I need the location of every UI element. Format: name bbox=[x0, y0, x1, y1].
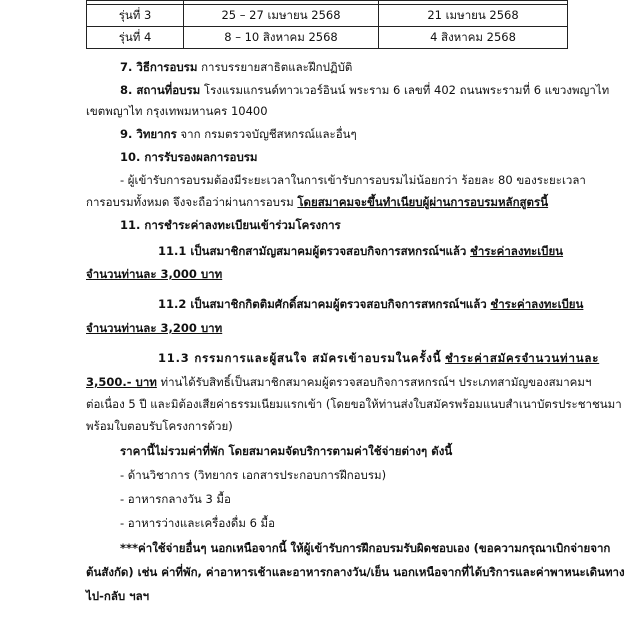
fee-label: ชำระค่าลงทะเบียน bbox=[490, 297, 584, 311]
item-11-3-line4: พร้อมใบตอบรับโครงการด้วย) bbox=[86, 419, 233, 433]
fees-heading: ราคานี้ไม่รวมค่าที่พัก โดยสมาคมจัดบริการตามค่าใช้จ่ายต่างๆ ดังนี้ bbox=[120, 444, 453, 458]
item-11-3 bbox=[158, 350, 599, 367]
list-item: - อาหารกลางวัน 3 มื้อ bbox=[120, 492, 231, 506]
item-11-3-line2 bbox=[86, 374, 591, 391]
expenses-note-line2: ต้นสังกัด) เช่น ค่าที่พัก, ค่าอาหารเช้าและอาหารกลางวัน/เย็น นอกเหนือจากที่ได้บริการและค่าพาหนะเดินทาง bbox=[86, 565, 625, 579]
fee-label: ชำระค่าลงทะเบียน bbox=[470, 244, 564, 258]
expenses-note-line1: ***ค่าใช้จ่ายอื่นๆ นอกเหนือจากนี้ ให้ผู้เข้ารับการฝึกอบรมรับผิดชอบเอง (ขอความกรุณาเบิกจ่ายจาก bbox=[120, 541, 611, 555]
section-8-line2: เขตพญาไท กรุงเทพมหานคร 10400 bbox=[86, 104, 268, 118]
section-8 bbox=[120, 82, 609, 99]
fee-amount-11-3: 3,500.- บาท bbox=[86, 375, 157, 389]
table-row bbox=[87, 27, 568, 49]
list-item: - อาหารว่างและเครื่องดื่ม 6 มื้อ bbox=[120, 516, 276, 530]
dates-cell: 25 – 27 เมษายน 2568 bbox=[184, 5, 379, 27]
item-text: ท่านได้รับสิทธิ์เป็นสมาชิกสมาคมผู้ตรวจสอบกิจการสหกรณ์ฯ ประเภทสามัญของสมาคมฯ bbox=[160, 375, 592, 389]
round-cell: รุ่นที่ 3 bbox=[87, 5, 184, 27]
section-heading: 7. วิธีการอบรม bbox=[120, 60, 198, 74]
fee-amount-11-1: จำนวนท่านละ 3,000 บาท bbox=[86, 267, 223, 281]
section-text: จาก กรมตรวจบัญชีสหกรณ์และอื่นๆ bbox=[180, 127, 357, 141]
item-11-3-line3: ต่อเนื่อง 5 ปี และมิต้องเสียค่าธรรมเนียมแรกเข้า (โดยขอให้ท่านส่งใบสมัครพร้อมแนบสำเนาบัตรประชาชนมา bbox=[86, 397, 622, 411]
section-10-line2 bbox=[86, 194, 548, 211]
section-text: โรงแรมแกรนด์ทาวเวอร์อินน์ พระราม 6 เลขที่ 402 ถนนพระรามที่ 6 แขวงพญาไท bbox=[203, 83, 610, 97]
section-10-heading: 10. การรับรองผลการอบรม bbox=[120, 150, 258, 164]
item-text: 11.3 กรรมการและผู้สนใจ สมัครเข้าอบรมในครั้งนี้ bbox=[158, 351, 442, 365]
round-cell: รุ่นที่ 4 bbox=[87, 27, 184, 49]
schedule-table bbox=[86, 0, 568, 49]
certification-note: โดยสมาคมจะขึ้นทำเนียบผู้ผ่านการอบรมหลักสูตรนี้ bbox=[297, 195, 549, 209]
dates-cell: 8 – 10 สิงหาคม 2568 bbox=[184, 27, 379, 49]
section-text: การอบรมทั้งหมด จึงจะถือว่าผ่านการอบรม bbox=[86, 195, 294, 209]
fee-amount-11-2: จำนวนท่านละ 3,200 บาท bbox=[86, 321, 223, 335]
item-11-1 bbox=[158, 243, 563, 260]
item-text: 11.1 เป็นสมาชิกสามัญสมาคมผู้ตรวจสอบกิจการสหกรณ์ฯแล้ว bbox=[158, 244, 467, 258]
section-7 bbox=[120, 59, 352, 76]
section-11-heading: 11. การชำระค่าลงทะเบียนเข้าร่วมโครงการ bbox=[120, 218, 341, 232]
deadline-cell: 4 สิงหาคม 2568 bbox=[379, 27, 568, 49]
list-item: - ด้านวิชาการ (วิทยากร เอกสารประกอบการฝึกอบรม) bbox=[120, 468, 387, 482]
item-11-2 bbox=[158, 296, 583, 313]
section-heading: 9. วิทยากร bbox=[120, 127, 177, 141]
deadline-cell: 21 เมษายน 2568 bbox=[379, 5, 568, 27]
section-heading: 8. สถานที่อบรม bbox=[120, 83, 201, 97]
expenses-note-line3: ไป-กลับ ฯลฯ bbox=[86, 589, 150, 603]
section-text: การบรรยายสาธิตและฝึกปฏิบัติ bbox=[201, 60, 353, 74]
item-text: 11.2 เป็นสมาชิกกิตติมศักดิ์สมาคมผู้ตรวจสอบกิจการสหกรณ์ฯแล้ว bbox=[158, 297, 487, 311]
section-9 bbox=[120, 126, 357, 143]
fee-label: ชำระค่าสมัครจำนวนท่านละ bbox=[445, 351, 600, 365]
section-10-line1: - ผู้เข้ารับการอบรมต้องมีระยะเวลาในการเข้ารับการอบรมไม่น้อยกว่า ร้อยละ 80 ของระยะเวลา bbox=[120, 173, 586, 187]
table-row bbox=[87, 5, 568, 27]
